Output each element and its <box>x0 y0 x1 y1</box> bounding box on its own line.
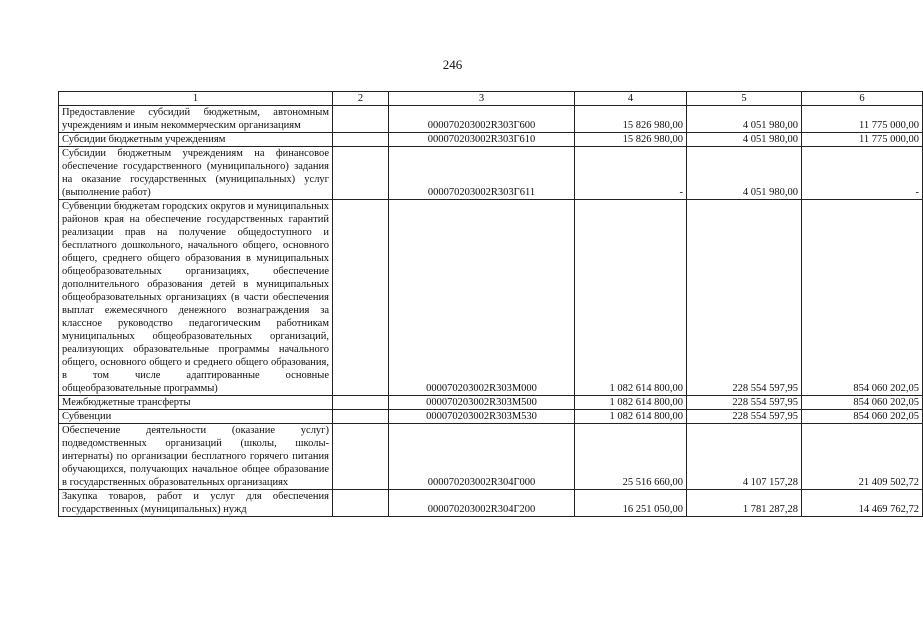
row-value-4: 15 826 980,00 <box>575 106 687 133</box>
row-value-6: 14 469 762,72 <box>802 490 923 517</box>
row-name: Предоставление субсидий бюджетным, автономным учреждениям и иным некоммерческим организациям <box>59 106 333 133</box>
row-value-4: 1 082 614 800,00 <box>575 396 687 410</box>
row-value-5: 4 051 980,00 <box>687 133 802 147</box>
column-header-2: 2 <box>333 92 389 106</box>
budget-table <box>58 91 923 517</box>
table-row <box>59 200 923 396</box>
row-value-4: 1 082 614 800,00 <box>575 410 687 424</box>
row-value-6: - <box>802 147 923 200</box>
row-col2 <box>333 133 389 147</box>
row-name: Субвенции <box>59 410 333 424</box>
row-value-5: 228 554 597,95 <box>687 396 802 410</box>
column-header-6: 6 <box>802 92 923 106</box>
row-col2 <box>333 490 389 517</box>
table-row <box>59 396 923 410</box>
row-value-4: 15 826 980,00 <box>575 133 687 147</box>
row-col2 <box>333 200 389 396</box>
row-value-6: 854 060 202,05 <box>802 200 923 396</box>
row-value-6: 854 060 202,05 <box>802 410 923 424</box>
row-value-5: 228 554 597,95 <box>687 410 802 424</box>
row-value-4: 16 251 050,00 <box>575 490 687 517</box>
row-value-4: 1 082 614 800,00 <box>575 200 687 396</box>
column-header-5: 5 <box>687 92 802 106</box>
row-value-5: 1 781 287,28 <box>687 490 802 517</box>
table-header-row <box>59 92 923 106</box>
row-name: Закупка товаров, работ и услуг для обеспечения государственных (муниципальных) нужд <box>59 490 333 517</box>
page-number: 246 <box>442 57 463 72</box>
row-name: Субвенции бюджетам городских округов и муниципальных районов края на обеспечение государственных гарантий реализации прав на получение общедоступного и бесплатного дошкольного, начального общего, основного общего, среднего общего образования в муниципальных общеобразовательных организациях, обеспечение дополнительного образования детей в муниципальных общеобразовательных организациях (в части обеспечения выплат ежемесячного денежного вознаграждения за классное руководство педагогическим работникам муниципальных общеобразовательных организаций, реализующих образовательные программы начального общего, основного общего и среднего общего образования, в том числе адаптированные основные общеобразовательные программы) <box>59 200 333 396</box>
row-value-6: 21 409 502,72 <box>802 424 923 490</box>
row-col2 <box>333 410 389 424</box>
row-value-5: 4 051 980,00 <box>687 147 802 200</box>
row-col2 <box>333 147 389 200</box>
row-value-6: 11 775 000,00 <box>802 106 923 133</box>
column-header-4: 4 <box>575 92 687 106</box>
table-row <box>59 147 923 200</box>
table-row <box>59 410 923 424</box>
table-row <box>59 106 923 133</box>
row-value-5: 228 554 597,95 <box>687 200 802 396</box>
row-name: Субсидии бюджетным учреждениям на финансовое обеспечение государственного (муниципального) задания на оказание государственных (муниципальных) услуг (выполнение работ) <box>59 147 333 200</box>
row-col2 <box>333 396 389 410</box>
column-header-3: 3 <box>389 92 575 106</box>
row-value-6: 854 060 202,05 <box>802 396 923 410</box>
row-value-5: 4 051 980,00 <box>687 106 802 133</box>
table-row <box>59 424 923 490</box>
row-code: 000070203002R304Г200 <box>389 490 575 517</box>
row-code: 000070203002R304Г000 <box>389 424 575 490</box>
row-code: 000070203002R303М530 <box>389 410 575 424</box>
row-code: 000070203002R303М500 <box>389 396 575 410</box>
row-value-5: 4 107 157,28 <box>687 424 802 490</box>
row-code: 000070203002R303Г600 <box>389 106 575 133</box>
row-code: 000070203002R303Г610 <box>389 133 575 147</box>
row-col2 <box>333 106 389 133</box>
table-row <box>59 133 923 147</box>
row-value-6: 11 775 000,00 <box>802 133 923 147</box>
column-header-1: 1 <box>59 92 333 106</box>
row-code: 000070203002R303Г611 <box>389 147 575 200</box>
row-code: 000070203002R303М000 <box>389 200 575 396</box>
row-value-4: - <box>575 147 687 200</box>
row-name: Субсидии бюджетным учреждениям <box>59 133 333 147</box>
table-row <box>59 490 923 517</box>
row-name: Обеспечение деятельности (оказание услуг) подведомственных организаций (школы, школы-интернаты) по организации бесплатного горячего питания обучающихся, получающих начальное общее образование в государственных образовательных организациях <box>59 424 333 490</box>
row-value-4: 25 516 660,00 <box>575 424 687 490</box>
row-col2 <box>333 424 389 490</box>
row-name: Межбюджетные трансферты <box>59 396 333 410</box>
